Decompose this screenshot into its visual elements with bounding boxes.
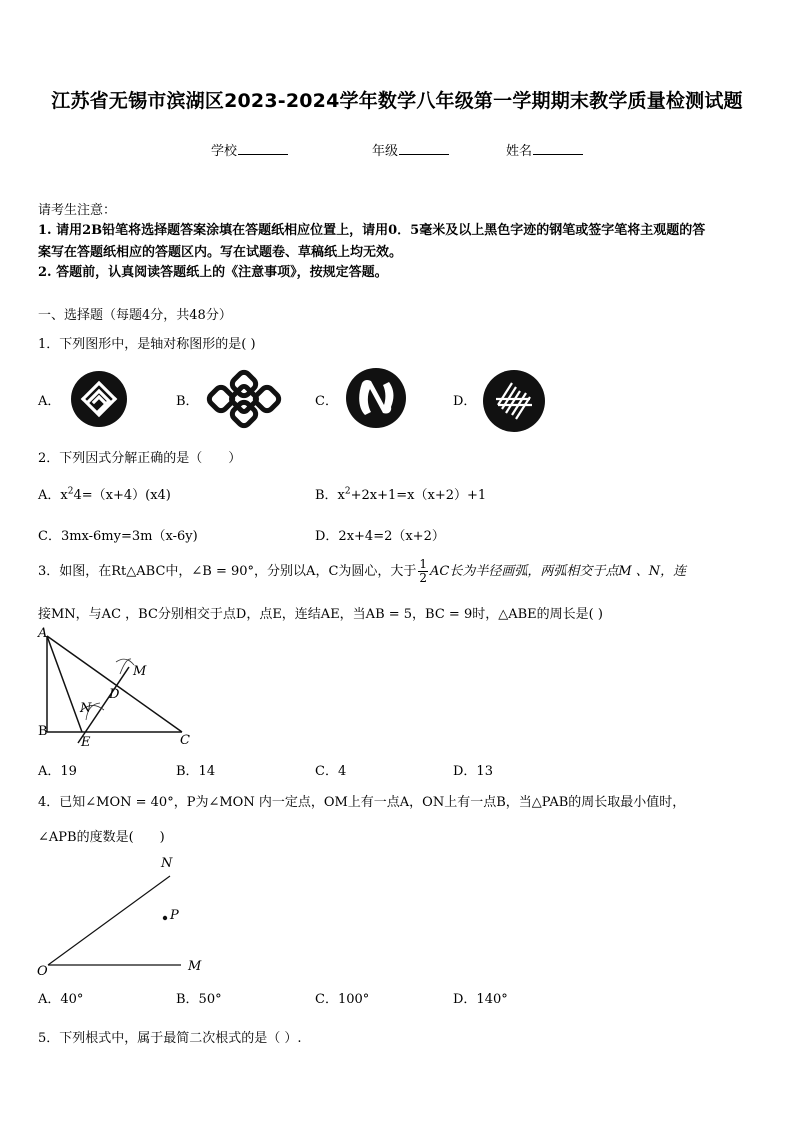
notice-item-1-line-1: 1. 请用2B铅笔将选择题答案涂填在答题纸相应位置上，请用0．5毫米及以上黑色字迹的钢笔或签字笔将主观题的答 bbox=[38, 223, 706, 238]
q1-stem: 1．下列图形中，是轴对称图形的是( ) bbox=[38, 337, 256, 352]
q1-option-b-label: B． bbox=[176, 394, 199, 409]
q3-stem-part-1: 3．如图，在Rt△ABC中，∠B = 90°，分别以A，C为圆心，大于 bbox=[38, 564, 417, 579]
q3-label-n: N bbox=[80, 701, 92, 716]
notice-item-2: 2. 答题前，认真阅读答题纸上的《注意事项》，按规定答题。 bbox=[38, 265, 388, 280]
q2-option-d: D．2x+4=2（x+2） bbox=[315, 529, 445, 544]
q4-label-n: N bbox=[161, 856, 173, 871]
q2-stem: 2．下列因式分解正确的是（ ） bbox=[38, 451, 242, 466]
q2-option-a-exponent: 2 bbox=[67, 486, 74, 497]
q4-angle-figure bbox=[38, 860, 208, 980]
school-label: 学校 bbox=[211, 144, 238, 159]
q3-option-a: A．19 bbox=[38, 764, 77, 779]
n-circle-logo-icon bbox=[345, 367, 407, 429]
q2-option-b-rest: +2x+1=x（x+2）+1 bbox=[350, 488, 487, 503]
q2-option-a bbox=[38, 484, 171, 503]
striped-circle-logo-icon bbox=[482, 369, 546, 433]
q2-option-c: C．3mx-6my=3m（x-6y) bbox=[38, 529, 198, 544]
q2-option-b-label: B．x bbox=[315, 488, 345, 503]
q3-fraction bbox=[418, 558, 428, 585]
q2-option-b bbox=[315, 484, 486, 503]
q3-option-b: B．14 bbox=[176, 764, 216, 779]
china-mobile-logo-icon bbox=[70, 370, 128, 428]
grade-blank bbox=[399, 142, 449, 155]
q4-option-b: B．50° bbox=[176, 992, 222, 1007]
q3-label-d: D bbox=[109, 687, 120, 702]
section-heading: 一、选择题（每题4分，共48分） bbox=[38, 308, 232, 323]
grade-field bbox=[372, 140, 449, 159]
name-label: 姓名 bbox=[506, 144, 533, 159]
page-title: 江苏省无锡市滨湖区2023-2024学年数学八年级第一学期期末教学质量检测试题 bbox=[51, 90, 743, 112]
q2-option-b-exponent: 2 bbox=[344, 486, 351, 497]
name-blank bbox=[533, 142, 583, 155]
q3-label-a: A bbox=[38, 626, 48, 641]
q2-option-a-rest: 4=（x+4）(x4) bbox=[73, 488, 171, 503]
q4-option-a: A．40° bbox=[38, 992, 84, 1007]
school-field bbox=[211, 140, 288, 159]
q3-label-e: E bbox=[81, 735, 91, 750]
q3-label-m: M bbox=[133, 664, 147, 679]
q3-option-c: C．4 bbox=[315, 764, 347, 779]
q4-label-m: M bbox=[188, 959, 202, 974]
q4-stem-line-2: ∠APB的度数是( ) bbox=[38, 830, 165, 845]
grade-label: 年级 bbox=[372, 144, 399, 159]
q4-label-p: P bbox=[170, 908, 179, 923]
china-unicom-knot-icon bbox=[205, 370, 283, 428]
q1-option-d-label: D． bbox=[453, 394, 477, 409]
q3-stem-line-1 bbox=[38, 558, 686, 585]
q3-fraction-denominator: 2 bbox=[419, 571, 428, 585]
q1-option-a-label: A． bbox=[38, 394, 61, 409]
school-blank bbox=[238, 142, 288, 155]
notice-heading: 请考生注意： bbox=[38, 203, 117, 218]
q1-option-c-label: C． bbox=[315, 394, 338, 409]
q4-option-c: C．100° bbox=[315, 992, 370, 1007]
q4-option-d: D．140° bbox=[453, 992, 508, 1007]
q4-label-o: O bbox=[37, 964, 48, 979]
q3-option-d: D．13 bbox=[453, 764, 493, 779]
q2-option-a-label: A．x bbox=[38, 488, 68, 503]
q5-stem: 5．下列根式中，属于最简二次根式的是（ ）. bbox=[38, 1031, 302, 1046]
q3-label-c: C bbox=[180, 733, 190, 748]
notice-item-1-line-2: 案写在答题纸相应的答题区内。写在试题卷、草稿纸上均无效。 bbox=[38, 245, 403, 260]
q3-stem-line-2: 接MN，与AC ，BC分别相交于点D，点E，连结AE，当AB = 5，BC = 9时，△ABE的周长是( ) bbox=[38, 607, 603, 622]
q3-label-b: B bbox=[38, 724, 48, 739]
q3-fraction-numerator: 1 bbox=[419, 557, 428, 571]
q3-stem-part-2: AC长为半径画弧，两弧相交于点M 、N，连 bbox=[430, 564, 687, 579]
q4-stem-line-1: 4．已知∠MON = 40°，P为∠MON 内一定点，OM上有一点A，ON上有一点B，当△PAB的周长取最小值时， bbox=[38, 795, 686, 810]
name-field bbox=[506, 140, 583, 159]
